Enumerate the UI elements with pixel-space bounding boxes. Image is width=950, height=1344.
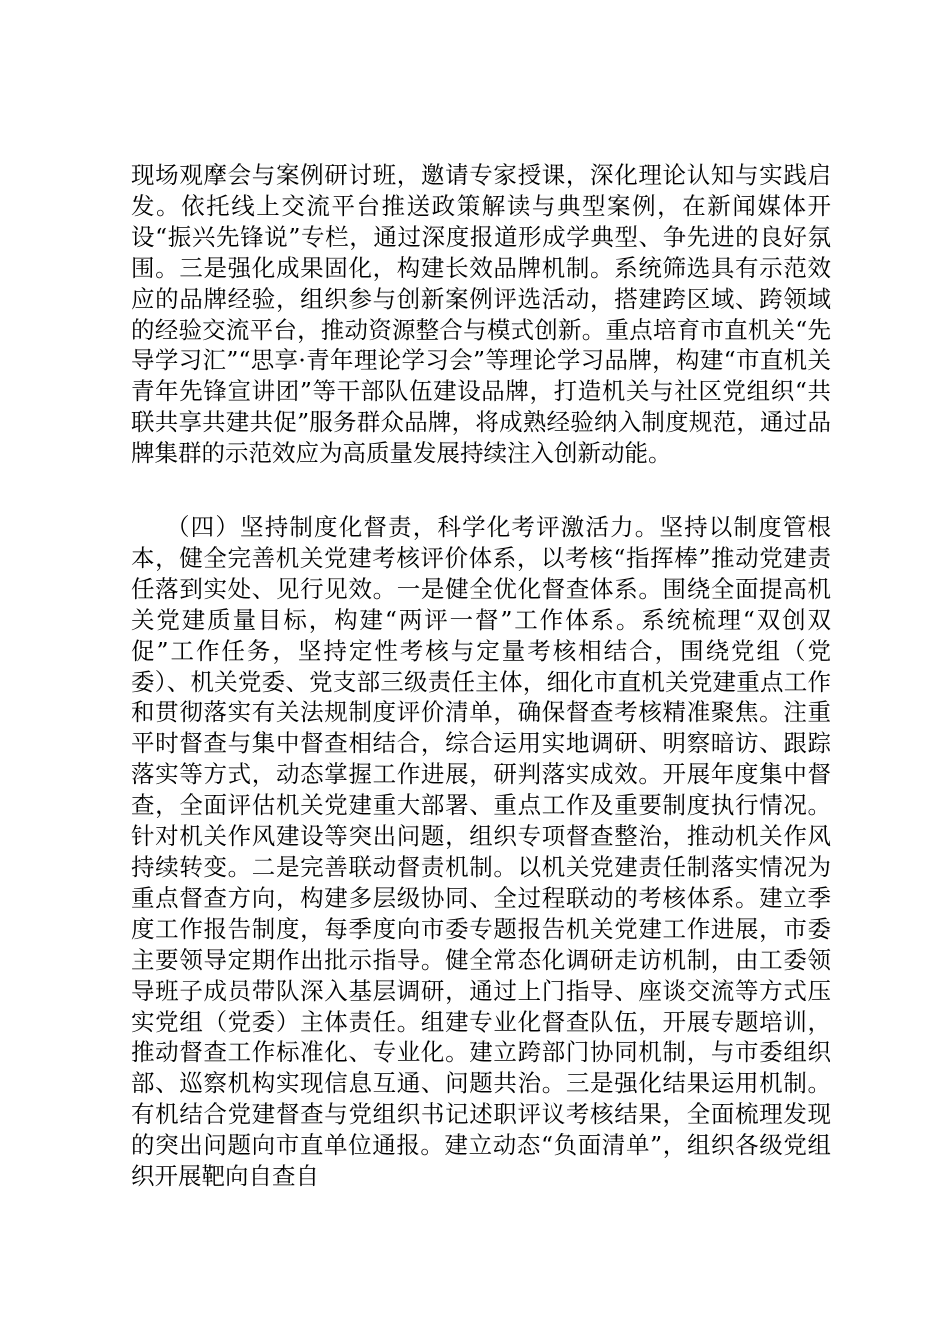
paragraph-continuation: 现场观摩会与案例研讨班，邀请专家授课，深化理论认知与实践启发。依托线上交流平台推送政策解读与典型案例，在新闻媒体开设“振兴先锋说”专栏，通过深度报道形成学典型、争先进的良好氛围。三是强化成果固化，构建长效品牌机制。系统筛选具有示范效应的品牌经验，组织参与创新案例评选活动，搭建跨区域、跨领域的经验交流平台，推动资源整合与模式创新。重点培育市直机关“先导学习汇”“思享·青年理论学习会”等理论学习品牌，构建“市直机关青年先锋宣讲团”等干部队伍建设品牌，打造机关与社区党组织“共联共享共建共促”服务群众品牌，将成熟经验纳入制度规范，通过品牌集群的示范效应为高质量发展持续注入创新动能。 [131, 161, 831, 468]
paragraph-section-four: （四）坚持制度化督责，科学化考评激活力。坚持以制度管根本，健全完善机关党建考核评价体系，以考核“指挥棒”推动党建责任落到实处、见行见效。一是健全优化督查体系。围绕全面提高机关党建质量目标，构建“两评一督”工作体系。系统梳理“双创双促”工作任务，坚持定性考核与定量考核相结合，围绕党组（党委）、机关党委、党支部三级责任主体，细化市直机关党建重点工作和贯彻落实有关法规制度评价清单，确保督查考核精准聚焦。注重平时督查与集中督查相结合，综合运用实地调研、明察暗访、跟踪落实等方式，动态掌握工作进展，研判落实成效。开展年度集中督查，全面评估机关党建重大部署、重点工作及重要制度执行情况。针对机关作风建设等突出问题，组织专项督查整治，推动机关作风持续转变。二是完善联动督责机制。以机关党建责任制落实情况为重点督查方向，构建多层级协同、全过程联动的考核体系。建立季度工作报告制度，每季度向市委专题报告机关党建工作进展，市委主要领导定期作出批示指导。健全常态化调研走访机制，由工委领导班子成员带队深入基层调研，通过上门指导、座谈交流等方式压实党组（党委）主体责任。组建专业化督查队伍，开展专题培训，推动督查工作标准化、专业化。建立跨部门协同机制，与市委组织部、巡察机构实现信息互通、问题共治。三是强化结果运用机制。有机结合党建督查与党组织书记述职评议考核结果，全面梳理发现的突出问题向市直单位通报。建立动态“负面清单”，组织各级党组织开展靶向自查自 [131, 513, 831, 1191]
